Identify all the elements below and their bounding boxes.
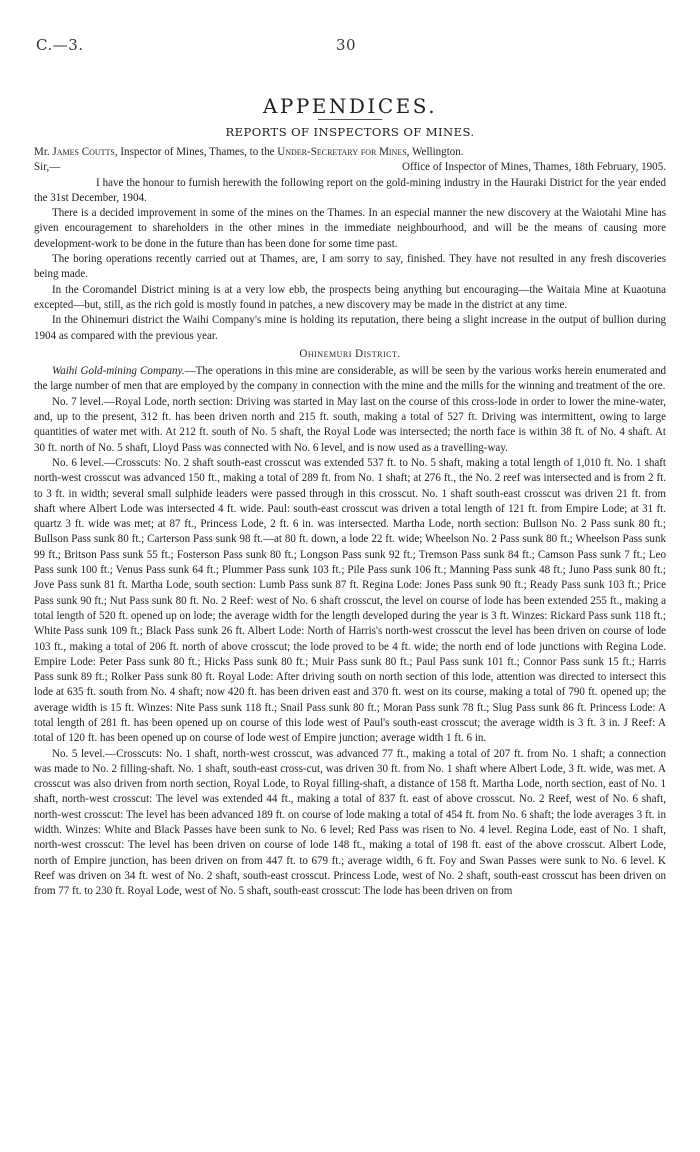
salutation-line [34,160,666,175]
company-name: Waihi Gold-mining Company. [52,365,185,378]
page-number: 30 [336,36,357,54]
section-heading: Ohinemuri District. [299,347,401,360]
report-body [34,145,666,900]
office-date: Office of Inspector of Mines, Thames, 18th February, 1905. [402,161,666,174]
address-text-2: , Wellington. [406,146,464,158]
level-5-paragraph: No. 5 level.—Crosscuts: No. 1 shaft, north-west crosscut, was advanced 77 ft., making a total of 207 ft. from No. 1 shaft; a connection was made to No. 2 filling-shaft. No. 1 shaft, south-east cross-cut, was driven 30 ft. from No. 1 shaft where Albert Lode, 3 ft. wide, was met. A crosscut was also driven from north section, Royal Lode, to Royal filling-shaft, a distance of 158 ft. Martha Lode, north section, east of No. 1 shaft, north-west crosscut: The level was extended 44 ft., making a total of 837 ft. east of above crosscut. No. 2 Reef, west of No. 6 shaft, north-west crosscut: The level has been advanced 189 ft. on course of lode making a total of 454 ft. from No. 6 shaft; the lode averages 3 ft. in width. Winzes: White and Black Passes have been sunk to No. 6 level; Red Pass was risen to No. 4 level. Regina Lode, east of No. 1 shaft, north-west crosscut: The level has been driven on course of lode 148 ft., making a total of 198 ft. east of the above crosscut. Albert Lode, north of Empire junction, has been driven on from 447 ft. to 679 ft.; average width, 6 ft. Foy and Swan Passes were sunk to No. 6 level. K Reef was driven on 34 ft. west of No. 2 shaft, south-east crosscut. Princess Lode, west of No. 2 shaft, south-east crosscut has been driven on from 77 ft. to 230 ft. Royal Lode, west of No. 5 shaft, south-east crosscut: The lode has been driven on from [34,747,666,898]
inspector-name: James Coutts [52,146,115,158]
waihi-intro-text: —The operations in this mine are considerable, as will be seen by the various works herein enumerated and the large number of men that are employed by the company in connection with the mine and the mills for the winning and treatment of the ore. [34,365,666,393]
level-6-paragraph: No. 6 level.—Crosscuts: No. 2 shaft south-east crosscut was extended 537 ft. to No. 5 shaft, making a total length of 1,010 ft. No. 1 shaft north-west crosscut was advanced 150 ft., making a total of 289 ft. from No. 1 shaft; at 276 ft., the No. 2 reef was intersected and is from 2 ft. to 3 ft. in width; several small sulphide leaders were passed through in this crosscut. No. 1 shaft south-east crosscut was driven 21 ft. from shaft where Albert Lode was intersected 4 ft. wide. Paul: south-east crosscut was driven a total length of 121 ft. from Empire Lode; at 31 ft. quartz 3 ft. wide was met; at 87 ft., Princess Lode, 2 ft. 6 in. was intersected. Martha Lode, north section: Bullson No. 2 Pass sunk 80 ft.; Bullson Pass sunk 80 ft.; Carterson Pass sunk 98 ft.—at 80 ft. down, a lode 22 ft. wide; Wheelson No. 2 Pass sunk 80 ft.; Wheelson Pass sunk 99 ft.; Britson Pass sunk 55 ft.; Fosterson Pass sunk 80 ft.; Longson Pass sunk 92 ft.; Tremson Pass sunk 84 ft.; Camson Pass sunk 7 ft.; Leo Pass sunk 100 ft.; Venus Pass sunk 64 ft.; Plummer Pass sunk 103 ft.; Pile Pass sunk 106 ft.; Manning Pass sunk 48 ft.; Juno Pass sunk 80 ft.; Jove Pass sunk 81 ft. Martha Lode, south section: Lumb Pass sunk 87 ft. Regina Lode: Jones Pass sunk 90 ft.; Ready Pass sunk 103 ft.; Price Pass sunk 90 ft.; Nut Pass sunk 80 ft. No. 2 Reef: west of No. 6 shaft crosscut, the level on course of lode has been extended 255 ft., making a total length of 520 ft. opened up on lode; the average width for the length developed during the year is 3 ft. Winzes: Rickard Pass sunk 118 ft.; White Pass sunk 109 ft.; Black Pass sunk 26 ft. Albert Lode: North of Harris's north-west crosscut the level has been driven on course of lode 103 ft., making a total of 206 ft. north of above crosscut; the lode proved to be 4 ft. wide; the north end of lode junctions with Regina Lode. Empire Lode: Peter Pass sunk 80 ft.; Hicks Pass sunk 80 ft.; Muir Pass sunk 80 ft.; Paul Pass sunk 101 ft.; Connor Pass sunk 15 ft.; Harris Pass sunk 89 ft.; Rolker Pass sunk 80 ft. Royal Lode: After driving south on north section of this lode, attention was directed to intersect this lode at 635 ft. south from No. 4 shaft; now 420 ft. has been driven east and 370 ft. west on its course, making a total of 790 ft. opened up; the average width is 15 ft. Winzes: Nite Pass sunk 118 ft.; Snail Pass sunk 80 ft.; Moran Pass sunk 78 ft.; Slug Pass sunk 86 ft. Princess Lode: A total length of 281 ft. has been opened up on course of this lode west of Paul's south-east crosscut; the average width is 3 ft. 3 in. J Reef: A total of 120 ft. has been opened up on course of lode west of Empire junction; average width 1 ft. 6 in. [34,456,666,745]
address-text-1: , Inspector of Mines, Thames, to the [114,146,278,158]
title-rule [318,119,382,120]
page-title: APPENDICES. [262,94,438,118]
salutation: Sir,— [34,161,61,174]
paragraph-1: I have the honour to furnish herewith the following report on the gold-mining industry in the Hauraki District for the year ended the 31st December, 1904. [34,176,666,204]
address-mr: Mr. [34,146,50,158]
paragraph-2: There is a decided improvement in some of the mines on the Thames. In an especial manner the new discovery at the Waiotahi Mine has given encouragement to shareholders in the other mines in the immediate neighbourhood, and will be the means of causing more development-work to be done in the future than has been done for some time past. [34,207,666,250]
document-reference: C.—3. [36,36,84,54]
address-line [34,145,666,160]
waihi-intro [34,364,666,395]
paragraph-3: The boring operations recently carried out at Thames, are, I am sorry to say, finished. They have not resulted in any fresh discoveries being made. [34,253,666,281]
paragraph-5: In the Ohinemuri district the Waihi Company's mine is holding its reputation, there being a slight increase in the output of bullion during 1904 as compared with the previous year. [34,314,666,342]
level-7-paragraph: No. 7 level.—Royal Lode, north section: Driving was started in May last on the course of this cross-lode in order to lower the mine-water, and, up to the present, 312 ft. has been driven north and 215 ft. south, making a total of 527 ft. Driving was intermittent, owing to large quantities of water met with. At 212 ft. south of No. 5 shaft, the Royal Lode was intersected; the north face is within 38 ft. of No. 4 shaft. At 30 ft. north of No. 5 shaft, Lloyd Pass was connected with No. 6 level, and is now used as a travelling-way. [34,395,666,454]
paragraph-4: In the Coromandel District mining is at a very low ebb, the prospects being anything but encouraging—the Waitaia Mine at Kuaotuna excepted—but, still, as the rich gold is mostly found in patches, a new discovery may be made in the district at any time. [34,283,666,311]
recipient-title: Under-Secretary for Mines [277,146,407,158]
report-heading: REPORTS OF INSPECTORS OF MINES. [225,125,475,139]
